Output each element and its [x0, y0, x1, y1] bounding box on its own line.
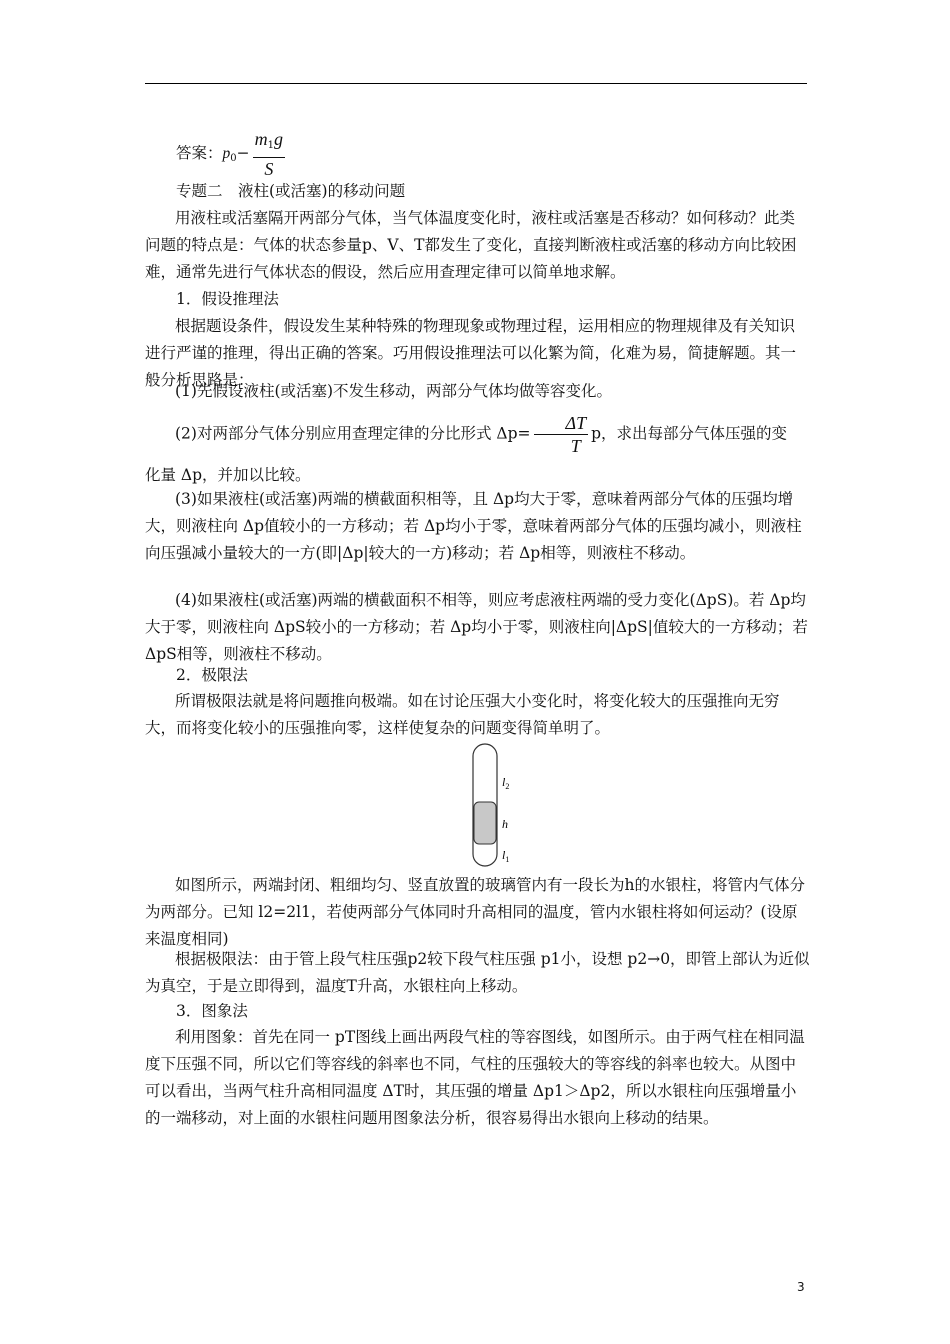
example-solution: 根据极限法：由于管上段气柱压强p2较下段气柱压强 p1小，设想 p2→0，即管上部认为近似为真空，于是立即得到，温度T升高，水银柱向上移动。: [145, 950, 810, 995]
label-l2: $l_2$: [502, 775, 510, 791]
label-h: h: [502, 817, 508, 831]
step2-num: ΔT: [534, 412, 589, 435]
step1: (1)先假设液柱(或活塞)不发生移动，两部分气体均做等容变化。: [175, 382, 613, 400]
header-rule: [145, 83, 807, 84]
example-problem: 如图所示，两端封闭、粗细均匀、竖直放置的玻璃管内有一段长为h的水银柱，将管内气体分为两部分。已知 l2=2l1，若使两部分气体同时升高相同的温度，管内水银柱将如何运动？(设原来温度相同): [145, 876, 805, 948]
section2-title: 2．极限法: [176, 666, 248, 684]
step2-fraction: [534, 412, 589, 457]
step2-den: T: [570, 436, 581, 456]
answer-fraction: [253, 128, 285, 180]
topic2-title: 专题二 液柱(或活塞)的移动问题: [176, 182, 406, 200]
step2-line2: 化量 Δp，并加以比较。: [145, 466, 311, 484]
step2-a: (2)对两部分气体分别应用查理定律的分比形式 Δp=: [175, 424, 531, 443]
section2-desc: 所谓极限法就是将问题推向极端。如在讨论压强大小变化时，将变化较大的压强推向无穷大，而将变化较小的压强推向零，这样使复杂的问题变得简单明了。: [145, 692, 780, 737]
section1-desc: 根据题设条件，假设发生某种特殊的物理现象或物理过程，运用相应的物理规律及有关知识进行严谨的推理，得出正确的答案。巧用假设推理法可以化繁为简，化难为易，简捷解题。其一般分析思路是：: [145, 317, 797, 389]
answer-num-g: g: [274, 129, 284, 149]
answer-line: [176, 128, 841, 180]
step2-b: p，求出每部分气体压强的变: [591, 424, 788, 443]
answer-den: S: [264, 159, 274, 179]
section3-desc: 利用图象：首先在同一 pT图线上画出两段气柱的等容图线，如图所示。由于两气柱在相同温度下压强不同，所以它们等容线的斜率也不同，气柱的压强较大的等容线的斜率也较大。从图中可以看出，当两气柱升高相同温度 ΔT时，其压强的增量 Δp1＞Δp2，所以水银柱向压强增量小的一端移动，对上面的水银柱问题用图象法分析，很容易得出水银向上移动的结果。: [145, 1028, 805, 1127]
answer-num-m: m: [254, 129, 268, 149]
mercury-column: [474, 802, 496, 844]
answer-p-sub: 0: [230, 153, 237, 164]
section3-title: 3．图象法: [176, 1002, 248, 1020]
answer-minus: −: [236, 144, 250, 162]
glass-tube-figure: [460, 742, 540, 872]
step4: (4)如果液柱(或活塞)两端的横截面积不相等，则应考虑液柱两端的受力变化(ΔpS)。若 Δp均大于零，则液柱向 ΔpS较小的一方移动；若 Δp均小于零，则液柱向|ΔpS|值较大的一方移动；若 ΔpS相等，则液柱不移动。: [145, 591, 808, 663]
page-number: 3: [797, 1280, 805, 1294]
section1-title: 1．假设推理法: [176, 290, 279, 308]
answer-p: p: [222, 145, 231, 162]
intro-paragraph: 用液柱或活塞隔开两部分气体，当气体温度变化时，液柱或活塞是否移动？如何移动？此类问题的特点是：气体的状态参量p、V、T都发生了变化，直接判断液柱或活塞的移动方向比较困难，通常先进行气体状态的假设，然后应用查理定律可以简单地求解。: [145, 209, 797, 281]
answer-num-sub: 1: [267, 140, 275, 151]
answer-label: 答案：: [176, 144, 223, 162]
step3: (3)如果液柱(或活塞)两端的横截面积相等，且 Δp均大于零，意味着两部分气体的压强均增大，则液柱向 Δp值较小的一方移动；若 Δp均小于零，意味着两部分气体的压强均减小，则液柱向压强减小量较大的一方(即|Δp|较大的一方)移动；若 Δp相等，则液柱不移动。: [145, 490, 802, 562]
step2-line1: [145, 412, 810, 457]
label-l1: $l_1$: [502, 848, 510, 864]
